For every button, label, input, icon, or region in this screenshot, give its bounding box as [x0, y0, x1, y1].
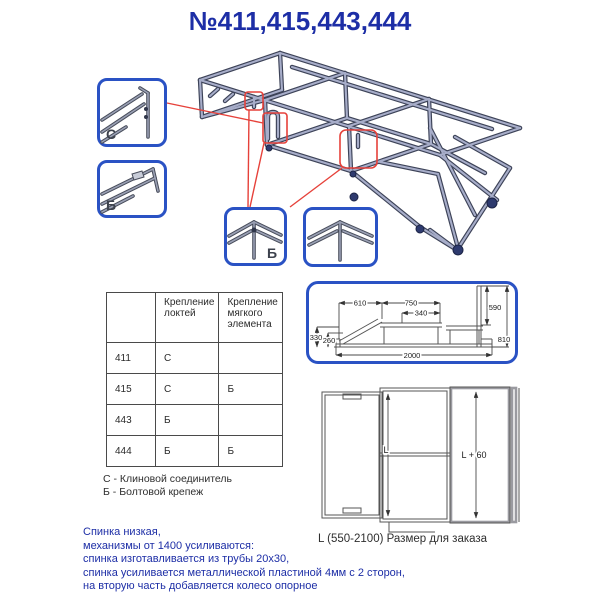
detail-corner-drawing [306, 210, 375, 264]
table-row [107, 405, 283, 436]
table-row [107, 374, 283, 405]
cell-model: 444 [107, 436, 156, 467]
page-title: №411,415,443,444 [188, 6, 412, 36]
dim-330: 330 [309, 333, 323, 342]
cell-elbow: С [156, 343, 219, 374]
cell-model: 415 [107, 374, 156, 405]
detail-label-c: С [106, 126, 117, 142]
cell-soft [219, 343, 282, 374]
cell-model: 443 [107, 405, 156, 436]
table-row [107, 436, 283, 467]
header-soft: Крепление мягкого элемента [219, 293, 282, 343]
top-view-drawing [315, 385, 520, 535]
dim-l-plus-60: L + 60 [461, 450, 487, 460]
detail-label-b-left: Б [106, 197, 117, 213]
note-line: спинка усиливается металлической пластиной 4мм с 2 сторон, [83, 566, 405, 579]
detail-box-b-bottom [224, 207, 287, 266]
dim-2000: 2000 [403, 351, 421, 360]
table-legend [103, 473, 232, 499]
legend-line-c: С - Клиновой соединитель [103, 473, 232, 485]
dim-340: 340 [414, 308, 428, 318]
detail-box-corner [303, 207, 378, 267]
dim-610: 610 [353, 298, 367, 308]
fastening-table [106, 292, 283, 467]
cell-elbow: Б [156, 436, 219, 467]
detail-box-c [97, 78, 167, 147]
header-model [107, 293, 156, 343]
table-header-row [107, 293, 283, 343]
side-view-outline [334, 286, 492, 347]
header-elbow: Крепление локтей [156, 293, 219, 343]
dim-750: 750 [404, 298, 418, 308]
note-line: спинка изготавливается из трубы 20x30, [83, 553, 290, 566]
cell-model: 411 [107, 343, 156, 374]
side-view-dimensions [317, 286, 509, 355]
detail-label-b-bottom: Б [266, 245, 277, 261]
note-line: Спинка низкая, [83, 526, 161, 538]
cell-soft [219, 405, 282, 436]
detail-box-b-left [97, 160, 167, 218]
cell-soft: Б [219, 436, 282, 467]
top-view-panels [322, 387, 519, 532]
side-view-panel [306, 281, 518, 364]
dim-810: 810 [497, 335, 511, 344]
legend-line-b: Б - Болтовой крепеж [103, 486, 204, 498]
cell-soft: Б [219, 374, 282, 405]
note-line: механизмы от 1400 усиливаются: [83, 539, 255, 552]
note-line: на вторую часть добавляется колесо опорное [83, 580, 318, 593]
dim-260: 260 [322, 336, 336, 345]
side-view-drawing [309, 284, 515, 361]
cell-elbow: Б [156, 405, 219, 436]
notes-block [83, 526, 405, 594]
order-size-caption: L (550-2100) Размер для заказа [318, 533, 488, 545]
cell-elbow: С [156, 374, 219, 405]
dim-l: L [383, 445, 389, 455]
table-row [107, 343, 283, 374]
red-callout-leaders [167, 103, 342, 207]
dim-590: 590 [488, 303, 502, 312]
